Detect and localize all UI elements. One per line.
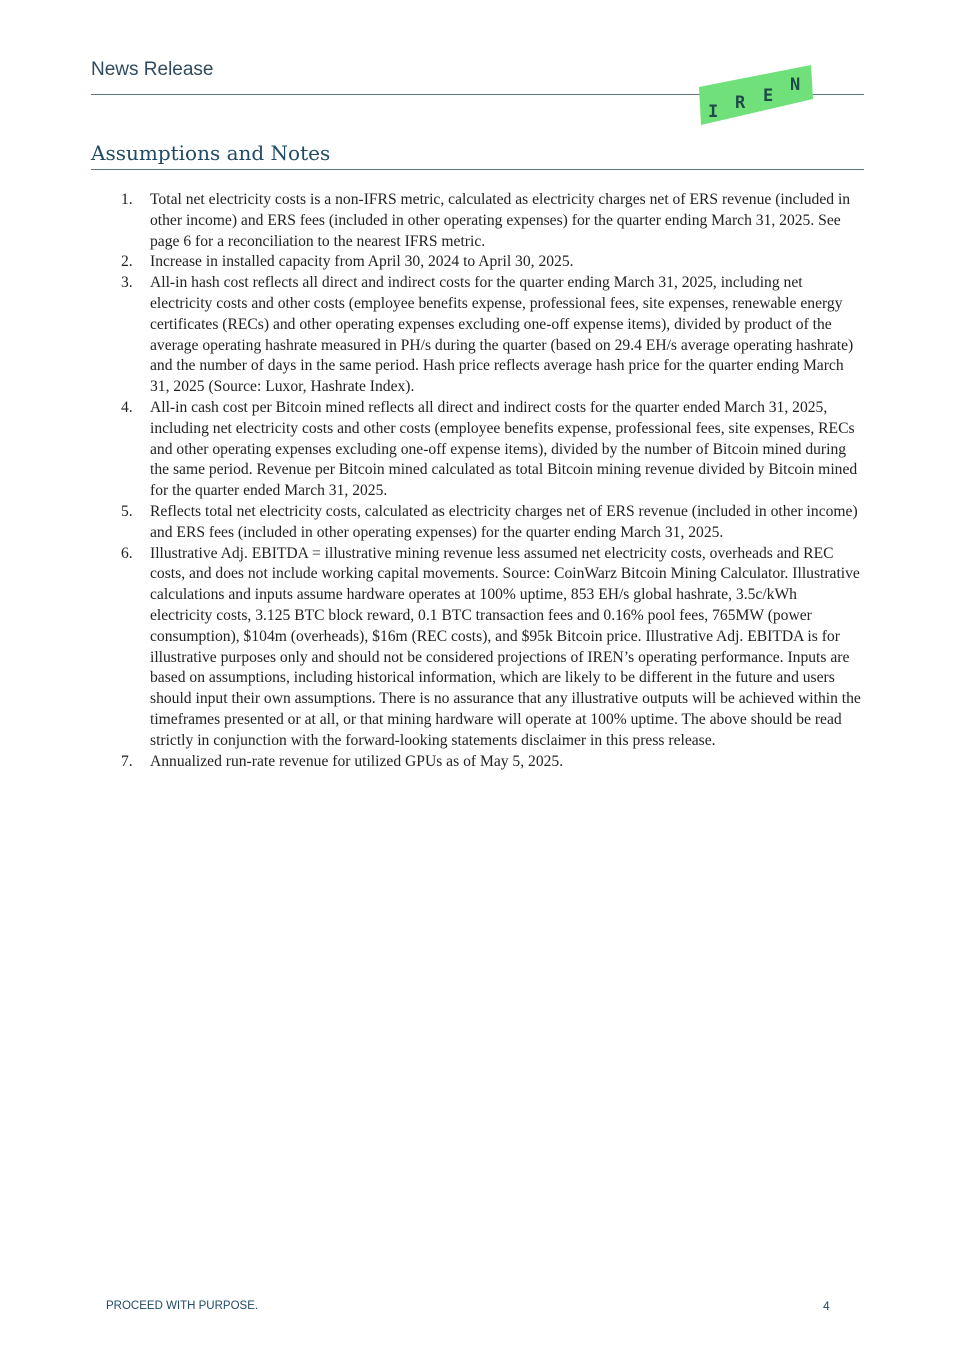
note-item-6: [91, 544, 861, 752]
news-release-header: News Release: [91, 59, 214, 80]
note-text: All-in cash cost per Bitcoin mined reflects all direct and indirect costs for the quarter ended March 31, 2025, including net electricity costs and other costs (employee benefits expense, professional fees, site expenses, RECs and other operating expenses excluding one-off expense items), divided by the number of Bitcoin mined during the same period. Revenue per Bitcoin mined calculated as total Bitcoin mining revenue divided by Bitcoin mined for the quarter ended March 31, 2025.: [150, 398, 858, 500]
section-divider: [91, 169, 864, 170]
note-item-7: [91, 752, 861, 773]
logo-letter-n: N: [790, 75, 801, 95]
note-text: Illustrative Adj. EBITDA = illustrative mining revenue less assumed net electricity costs, overheads and REC costs, and does not include working capital movements. Source: CoinWarz Bitcoin Mining Calculator. Illustrative calculations and inputs assume hardware operates at 100% uptime, 853 EH/s global hashrate, 3.5c/kWh electricity costs, 3.125 BTC block reward, 0.1 BTC transaction fees and 0.16% pool fees, 765MW (power consumption), $104m (overheads), $16m (REC costs), and $95k Bitcoin price. Illustrative Adj. EBITDA is for illustrative purposes only and should not be considered projections of IREN’s operating performance. Inputs are based on assumptions, including historical information, which are likely to be different in the future and users should input their own assumptions. There is no assurance that any illustrative outputs will be achieved within the timeframes presented or at all, or that mining hardware will operate at 100% uptime. The above should be read strictly in conjunction with the forward-looking statements disclaimer in this press release.: [150, 544, 861, 749]
note-item-2: [91, 252, 861, 273]
note-text: Total net electricity costs is a non-IFRS metric, calculated as electricity charges net of ERS revenue (included in other income) and ERS fees (included in other operating expenses) for the quarter ending March 31, 2025. See page 6 for a reconciliation to the nearest IFRS metric.: [150, 191, 851, 250]
note-item-3: [91, 273, 861, 398]
note-text: All-in hash cost reflects all direct and indirect costs for the quarter ending March 31, 2025, including net electricity costs and other costs (employee benefits expense, professional fees, site expenses, renewable energy certificates (RECs) and other operating expenses excluding one-off expense items), divided by product of the average operating hashrate measured in PH/s during the quarter (based on 29.4 EH/s average operating hashrate) and the number of days in the same period. Hash price reflects average hash price for the quarter ending March 31, 2025 (Source: Luxor, Hashrate Index).: [150, 274, 854, 396]
note-number: 4.: [121, 398, 133, 416]
note-item-4: [91, 398, 861, 502]
logo-letter-i: I: [708, 102, 719, 122]
footer-tagline: PROCEED WITH PURPOSE.: [106, 1300, 259, 1312]
note-item-1: [91, 190, 861, 252]
note-number: 3.: [121, 274, 133, 292]
logo-letter-r: R: [735, 93, 746, 113]
note-number: 1.: [121, 191, 133, 208]
note-text: Annualized run-rate revenue for utilized GPUs as of May 5, 2025.: [150, 752, 564, 770]
notes-list: [91, 190, 861, 772]
note-number: 6.: [121, 544, 133, 562]
page-number: 4: [823, 1299, 830, 1313]
logo-letter-e: E: [763, 86, 774, 106]
note-number: 5.: [121, 502, 133, 520]
note-number: 2.: [121, 253, 133, 271]
note-text: Reflects total net electricity costs, calculated as electricity charges net of ERS revenue (included in other income) and ERS fees (included in other operating expenses) for the quarter ending March 31, 2025.: [150, 502, 858, 541]
note-item-5: [91, 502, 861, 544]
iren-logo: [697, 63, 815, 127]
note-text: Increase in installed capacity from April 30, 2024 to April 30, 2025.: [150, 253, 574, 271]
note-number: 7.: [121, 752, 133, 770]
section-title: Assumptions and Notes: [91, 141, 331, 165]
